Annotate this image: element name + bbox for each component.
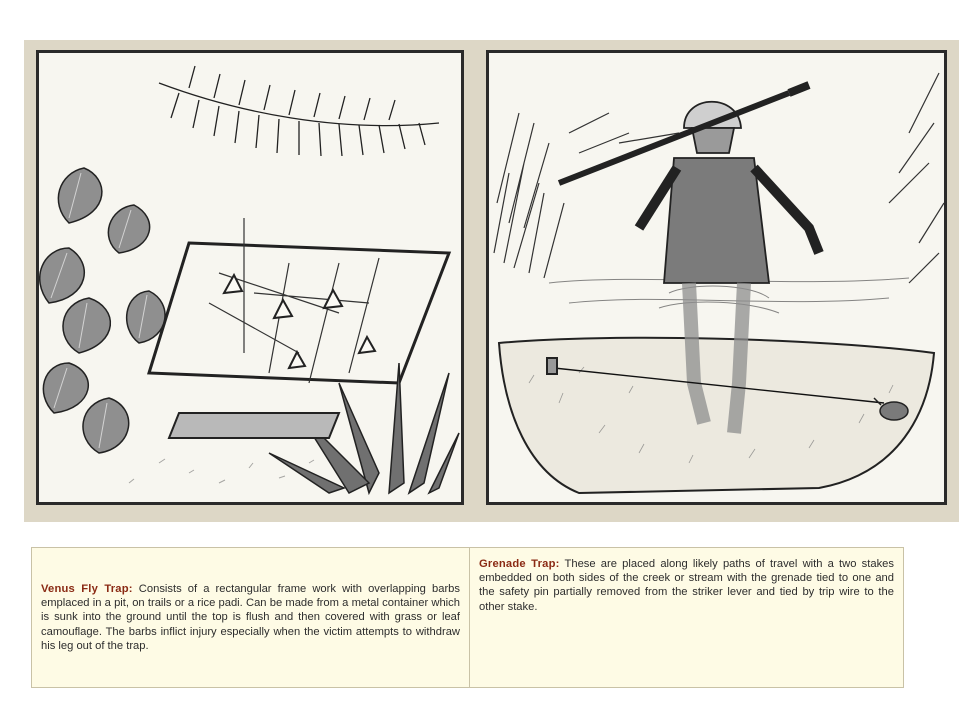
grenade-trap-caption: [470, 548, 903, 687]
grenade-trap-sketch-icon: [489, 53, 944, 502]
caption-table: [31, 547, 904, 688]
venus-fly-trap-caption: [32, 548, 470, 687]
venus-fly-trap-description: Consists of a rectangular frame work with overlapping barbs emplaced in a pit, on trails or a rice padi. Can be made from a metal container which is sunk into the ground until the top is flush and then covered with grass or leaf camouflage. The barbs inflict injury especially when the victim attempts to withdraw his leg out of the trap.: [41, 582, 460, 652]
grenade-trap-description: These are placed along likely paths of travel with a two stakes embedded on both sides of the creek or stream with the grenade tied to one and the safety pin partially removed from the striker lever and tied by trip wire to the other stake.: [479, 558, 894, 613]
venus-fly-trap-caption-text: [41, 582, 460, 653]
illustration-frame: [24, 40, 959, 522]
grenade-trap-illustration: [486, 50, 947, 505]
grenade-trap-caption-text: [479, 557, 894, 614]
venus-fly-trap-sketch-icon: [39, 53, 461, 502]
venus-fly-trap-illustration: [36, 50, 464, 505]
venus-fly-trap-title: Venus Fly Trap:: [41, 582, 133, 595]
grenade-trap-title: Grenade Trap:: [479, 558, 560, 570]
